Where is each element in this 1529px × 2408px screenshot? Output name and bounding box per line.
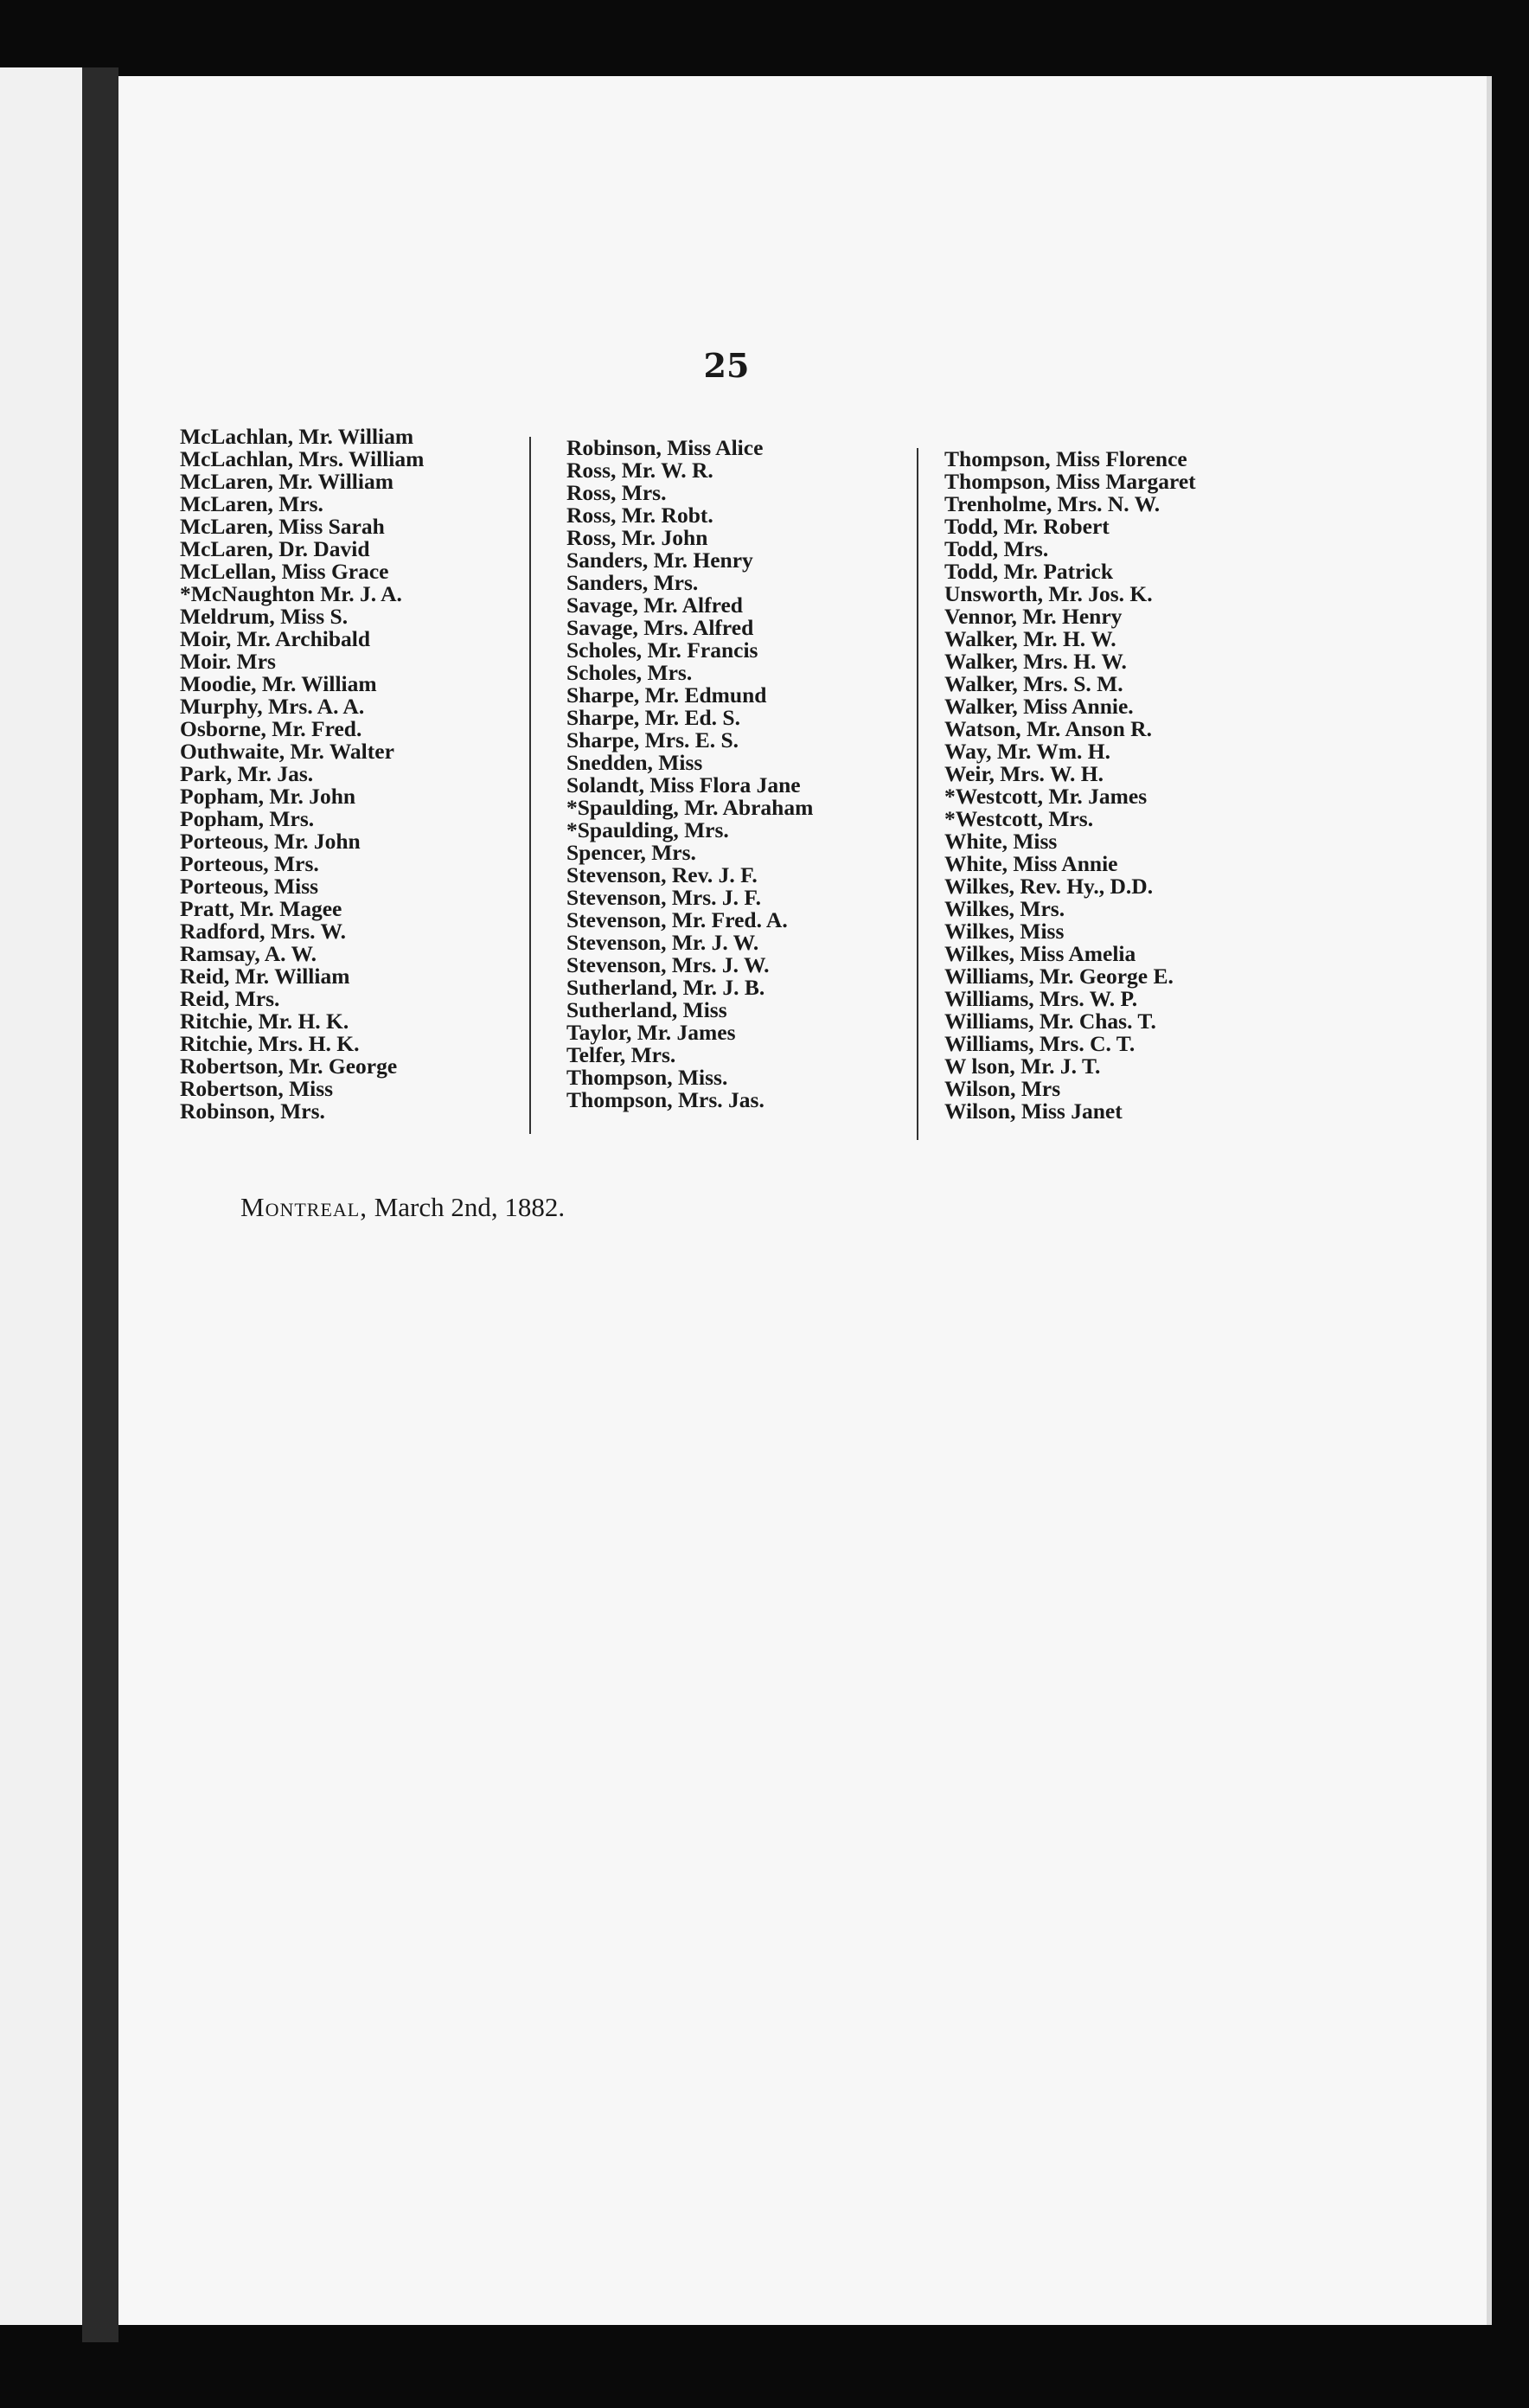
member-name: Thompson, Mrs. Jas. bbox=[566, 1087, 764, 1112]
page-number: 25 bbox=[703, 346, 750, 385]
member-name: Thompson, Miss Florence bbox=[944, 446, 1187, 471]
member-name: Weir, Mrs. W. H. bbox=[944, 761, 1104, 786]
column-divider-1 bbox=[529, 437, 531, 1134]
member-name: Porteous, Miss bbox=[180, 874, 319, 899]
member-name: Stevenson, Mrs. J. F. bbox=[566, 885, 762, 910]
member-name: Williams, Mr. Chas. T. bbox=[944, 1009, 1156, 1034]
member-name: Sanders, Mr. Henry bbox=[566, 548, 753, 573]
member-name: *Westcott, Mrs. bbox=[944, 806, 1094, 831]
member-name: Ritchie, Mrs. H. K. bbox=[180, 1031, 360, 1056]
member-name: *Westcott, Mr. James bbox=[944, 784, 1148, 809]
member-name: Sharpe, Mr. Ed. S. bbox=[566, 705, 740, 730]
member-name: Reid, Mr. William bbox=[180, 964, 350, 989]
member-name: Radford, Mrs. W. bbox=[180, 919, 346, 944]
name-column-2 bbox=[566, 437, 813, 1111]
member-name: Wilkes, Miss Amelia bbox=[944, 941, 1136, 966]
member-name: Porteous, Mrs. bbox=[180, 851, 319, 876]
member-name: White, Miss bbox=[944, 829, 1058, 854]
member-name: Spencer, Mrs. bbox=[566, 840, 696, 865]
member-name: Todd, Mr. Robert bbox=[944, 514, 1110, 539]
member-name: Pratt, Mr. Magee bbox=[180, 896, 342, 921]
column-divider-2 bbox=[917, 448, 918, 1140]
member-name: Popham, Mrs. bbox=[180, 806, 315, 831]
member-name: Todd, Mr. Patrick bbox=[944, 559, 1114, 584]
member-name: Stevenson, Mr. J. W. bbox=[566, 930, 759, 955]
member-name: Robertson, Mr. George bbox=[180, 1054, 398, 1079]
member-name: Moir. Mrs bbox=[180, 649, 276, 674]
member-name: Scholes, Mrs. bbox=[566, 660, 693, 685]
member-name: Savage, Mrs. Alfred bbox=[566, 615, 754, 640]
member-name: Moir, Mr. Archibald bbox=[180, 626, 371, 651]
footer-place: Montreal, bbox=[240, 1192, 368, 1222]
member-name: Walker, Mr. H. W. bbox=[944, 626, 1116, 651]
member-name: Murphy, Mrs. A. A. bbox=[180, 694, 365, 719]
member-name: Walker, Miss Annie. bbox=[944, 694, 1134, 719]
member-name: Savage, Mr. Alfred bbox=[566, 592, 743, 618]
member-name: White, Miss Annie bbox=[944, 851, 1118, 876]
member-name: Thompson, Miss. bbox=[566, 1065, 728, 1090]
member-name: Unsworth, Mr. Jos. K. bbox=[944, 581, 1153, 606]
member-name: Williams, Mrs. W. P. bbox=[944, 986, 1138, 1011]
member-name: Wilkes, Miss bbox=[944, 919, 1065, 944]
member-name: Ross, Mrs. bbox=[566, 480, 667, 505]
facing-page-edge bbox=[0, 67, 82, 2325]
member-name: Solandt, Miss Flora Jane bbox=[566, 772, 801, 797]
member-name: Ritchie, Mr. H. K. bbox=[180, 1009, 349, 1034]
member-name: Wilson, Miss Janet bbox=[944, 1098, 1123, 1124]
place-date-line bbox=[240, 1192, 565, 1223]
member-name: McLachlan, Mr. William bbox=[180, 424, 414, 449]
member-name: Outhwaite, Mr. Walter bbox=[180, 739, 394, 764]
member-name: *McNaughton Mr. J. A. bbox=[180, 581, 402, 606]
member-name: Watson, Mr. Anson R. bbox=[944, 716, 1152, 741]
member-name: Wilkes, Mrs. bbox=[944, 896, 1065, 921]
member-name: McLellan, Miss Grace bbox=[180, 559, 389, 584]
member-name: Todd, Mrs. bbox=[944, 536, 1049, 561]
member-name: W lson, Mr. J. T. bbox=[944, 1054, 1101, 1079]
member-name: Robertson, Miss bbox=[180, 1076, 334, 1101]
book-spine bbox=[82, 67, 118, 2342]
member-name: Sharpe, Mrs. E. S. bbox=[566, 727, 739, 752]
member-name: Wilson, Mrs bbox=[944, 1076, 1061, 1101]
member-name: Meldrum, Miss S. bbox=[180, 604, 349, 629]
member-name: Reid, Mrs. bbox=[180, 986, 280, 1011]
member-name: Wilkes, Rev. Hy., D.D. bbox=[944, 874, 1154, 899]
member-name: McLaren, Mrs. bbox=[180, 491, 323, 516]
member-name: Sharpe, Mr. Edmund bbox=[566, 682, 767, 708]
member-name: Stevenson, Mrs. J. W. bbox=[566, 952, 770, 977]
member-name: *Spaulding, Mr. Abraham bbox=[566, 795, 814, 820]
member-name: Ramsay, A. W. bbox=[180, 941, 317, 966]
member-name: Ross, Mr. Robt. bbox=[566, 503, 713, 528]
member-name: Vennor, Mr. Henry bbox=[944, 604, 1123, 629]
member-name: Stevenson, Rev. J. F. bbox=[566, 862, 758, 887]
member-name: McLaren, Dr. David bbox=[180, 536, 370, 561]
name-column-3 bbox=[944, 448, 1196, 1123]
member-name: Ross, Mr. W. R. bbox=[566, 458, 713, 483]
member-name: Sutherland, Mr. J. B. bbox=[566, 975, 765, 1000]
member-name: Porteous, Mr. John bbox=[180, 829, 361, 854]
member-name: Thompson, Miss Margaret bbox=[944, 469, 1196, 494]
member-name: Osborne, Mr. Fred. bbox=[180, 716, 362, 741]
member-name: McLaren, Mr. William bbox=[180, 469, 393, 494]
member-name: Scholes, Mr. Francis bbox=[566, 637, 758, 663]
member-name: Moodie, Mr. William bbox=[180, 671, 377, 696]
member-name: Sanders, Mrs. bbox=[566, 570, 699, 595]
member-name: Williams, Mrs. C. T. bbox=[944, 1031, 1136, 1056]
member-name: Williams, Mr. George E. bbox=[944, 964, 1174, 989]
member-name: McLachlan, Mrs. William bbox=[180, 446, 425, 471]
member-name: Ross, Mr. John bbox=[566, 525, 708, 550]
member-name: Robinson, Miss Alice bbox=[566, 435, 764, 460]
member-name: *Spaulding, Mrs. bbox=[566, 817, 729, 842]
member-name: Park, Mr. Jas. bbox=[180, 761, 314, 786]
footer-date: March 2nd, 1882. bbox=[374, 1192, 566, 1222]
name-column-1 bbox=[180, 426, 424, 1123]
member-name: Stevenson, Mr. Fred. A. bbox=[566, 907, 788, 932]
member-name: Walker, Mrs. H. W. bbox=[944, 649, 1127, 674]
member-name: McLaren, Miss Sarah bbox=[180, 514, 385, 539]
member-name: Popham, Mr. John bbox=[180, 784, 356, 809]
member-name: Taylor, Mr. James bbox=[566, 1020, 736, 1045]
member-name: Telfer, Mrs. bbox=[566, 1042, 676, 1067]
member-name: Sutherland, Miss bbox=[566, 997, 727, 1022]
member-name: Robinson, Mrs. bbox=[180, 1098, 325, 1124]
member-name: Walker, Mrs. S. M. bbox=[944, 671, 1123, 696]
member-name: Way, Mr. Wm. H. bbox=[944, 739, 1110, 764]
member-name: Snedden, Miss bbox=[566, 750, 703, 775]
member-name: Trenholme, Mrs. N. W. bbox=[944, 491, 1161, 516]
